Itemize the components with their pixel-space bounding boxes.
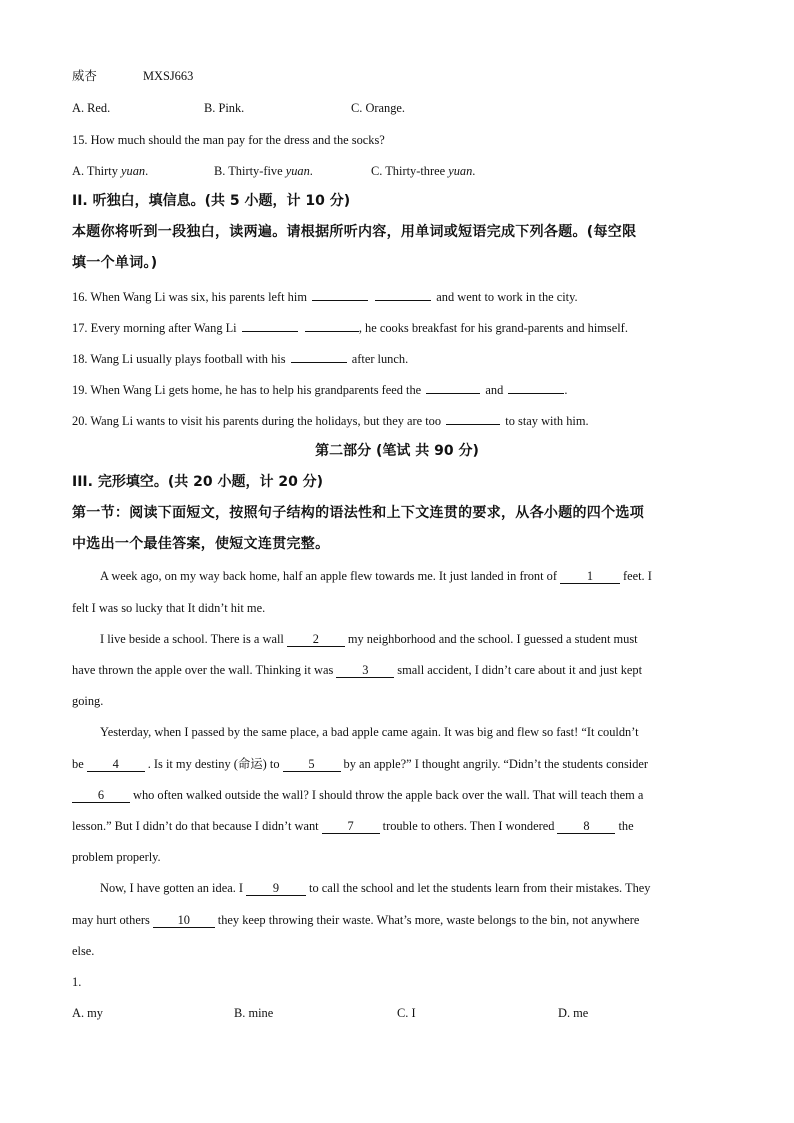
q16: 16. When Wang Li was six, his parents left him and went to work in the city.	[72, 290, 578, 304]
passage-line: problem properly.	[72, 850, 161, 864]
answer-blank[interactable]	[446, 412, 500, 425]
section-2-instruction-1: 本题你将听到一段独白，读两遍。请根据所听内容，用单词或短语完成下列各题。(每空限	[72, 224, 637, 240]
passage-line: 6 who often walked outside the wall? I should throw the apple back over the wall. That will teach them a	[72, 787, 643, 803]
passage-line: be 4 . Is it my destiny (命运) to 5 by an apple?” I thought angrily. “Didn’t the students consider	[72, 757, 649, 771]
header-name: 威杏	[72, 69, 97, 83]
q1-option-c[interactable]: C. I	[397, 1006, 416, 1020]
q14-option-a: A. Red.	[72, 101, 111, 115]
passage-line: lesson.” But I didn’t do that because I didn’t want 7 trouble to others. Then I wondered 8 the	[72, 819, 634, 833]
q17: 17. Every morning after Wang Li , he cooks breakfast for his grand-parents and himself.	[72, 321, 628, 335]
q1-option-b[interactable]: B. mine	[234, 1006, 274, 1020]
q15-stem: 15. How much should the man pay for the dress and the socks?	[72, 133, 385, 147]
cloze-blank-3[interactable]: 3	[336, 663, 394, 678]
cloze-blank-5[interactable]: 5	[283, 757, 341, 772]
passage-line: may hurt others 10 they keep throwing their waste. What’s more, waste belongs to the bin, not anywhere	[72, 913, 640, 927]
cloze-blank-10[interactable]: 10	[153, 913, 215, 928]
passage-line: Yesterday, when I passed by the same place, a bad apple came again. It was big and flew so fast! “It couldn’t	[100, 725, 639, 739]
passage-line: Now, I have gotten an idea. I 9 to call the school and let the students learn from their mistakes. They	[100, 881, 651, 895]
passage-line: I live beside a school. There is a wall 2 my neighborhood and the school. I guessed a student must	[100, 632, 638, 646]
section-3-title: III. 完形填空。(共 20 小题，计 20 分)	[72, 474, 324, 490]
part-2-title: 第二部分 (笔试 共 90 分)	[315, 443, 479, 459]
cloze-blank-6[interactable]: 6	[72, 788, 130, 803]
passage-line: felt I was so lucky that It didn’t hit me.	[72, 601, 266, 615]
cloze-blank-7[interactable]: 7	[322, 819, 380, 834]
q20: 20. Wang Li wants to visit his parents during the holidays, but they are too to stay with him.	[72, 414, 589, 428]
q1-number: 1.	[72, 975, 82, 989]
cloze-blank-4[interactable]: 4	[87, 757, 145, 772]
answer-blank[interactable]	[375, 288, 431, 301]
cloze-blank-8[interactable]: 8	[557, 819, 615, 834]
cloze-blank-1[interactable]: 1	[560, 569, 620, 584]
answer-blank[interactable]	[305, 319, 359, 332]
answer-blank[interactable]	[508, 381, 564, 394]
section-3-instruction-2: 中选出一个最佳答案，使短文连贯完整。	[72, 536, 330, 552]
q15-option-b: B. Thirty-five yuan.	[214, 164, 313, 178]
cloze-blank-9[interactable]: 9	[246, 881, 306, 896]
passage-line: have thrown the apple over the wall. Thinking it was 3 small accident, I didn’t care about it and just kept	[72, 663, 643, 677]
passage-line: A week ago, on my way back home, half an apple flew towards me. It just landed in front of 1 feet. I	[100, 569, 652, 583]
passage-line: else.	[72, 944, 95, 958]
answer-blank[interactable]	[312, 288, 368, 301]
section-2-title: II. 听独白，填信息。(共 5 小题，计 10 分)	[72, 193, 351, 209]
q18: 18. Wang Li usually plays football with his after lunch.	[72, 352, 409, 366]
q1-option-a[interactable]: A. my	[72, 1006, 103, 1020]
q15-option-a: A. Thirty yuan.	[72, 164, 149, 178]
q15-option-c: C. Thirty-three yuan.	[371, 164, 476, 178]
section-3-instruction-1: 第一节：阅读下面短文，按照句子结构的语法性和上下文连贯的要求，从各小题的四个选项	[72, 505, 644, 521]
cloze-blank-2[interactable]: 2	[287, 632, 345, 647]
answer-blank[interactable]	[291, 350, 347, 363]
q19: 19. When Wang Li gets home, he has to help his grandparents feed the and .	[72, 383, 568, 397]
q14-option-b: B. Pink.	[204, 101, 245, 115]
header-code: MXSJ663	[143, 69, 194, 83]
q14-option-c: C. Orange.	[351, 101, 406, 115]
answer-blank[interactable]	[426, 381, 480, 394]
q1-option-d[interactable]: D. me	[558, 1006, 589, 1020]
passage-line: going.	[72, 694, 104, 708]
header-line	[72, 68, 193, 84]
answer-blank[interactable]	[242, 319, 298, 332]
section-2-instruction-2: 填一个单词。)	[72, 255, 158, 271]
